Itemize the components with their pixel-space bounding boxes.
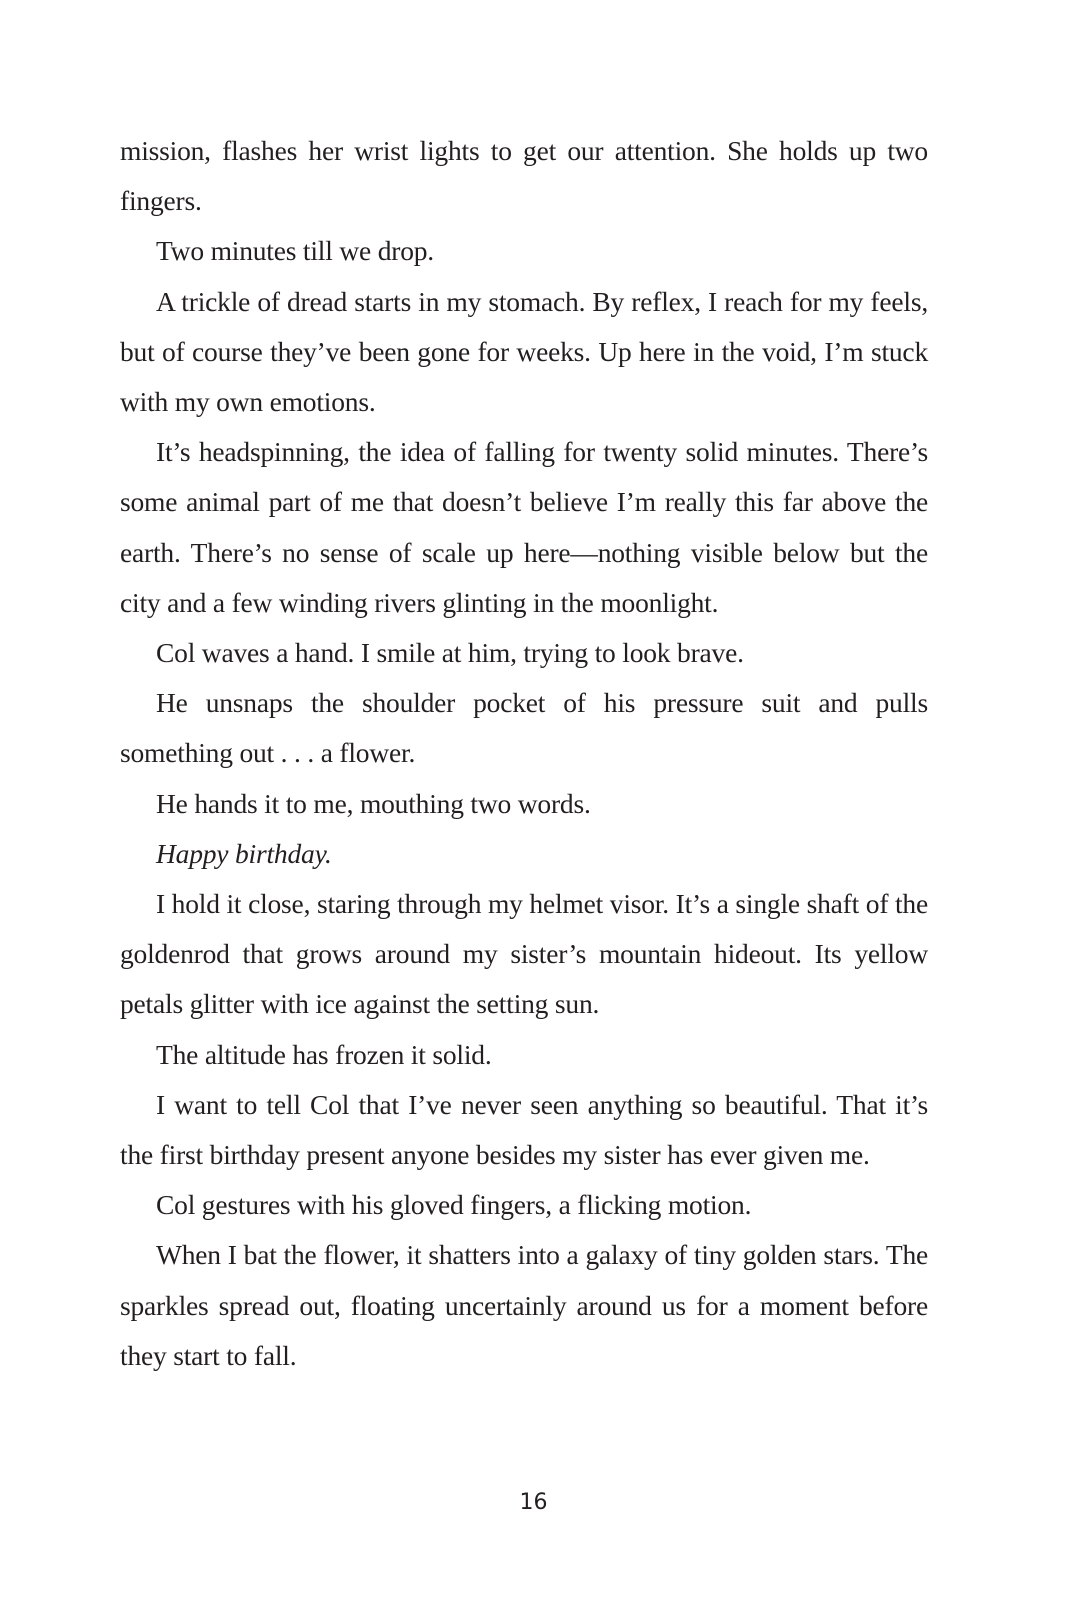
paragraph: I hold it close, staring through my helmet visor. It’s a single shaft of the goldenrod that grows around my sister’s mountain hideout. Its yellow petals glitter with ice against the setting sun. [120,888,928,1020]
paragraph: Col gestures with his gloved fingers, a flicking motion. [156,1189,752,1221]
paragraph: He unsnaps the shoulder pocket of his pressure suit and pulls something out . . . a flower. [120,687,928,769]
paragraph: I want to tell Col that I’ve never seen anything so beautiful. That it’s the first birthday present anyone besides my sister has ever given me. [120,1088,928,1171]
paragraph: Two minutes till we drop. [156,235,434,267]
paragraph-italic: Happy birthday. [156,837,332,869]
paragraph: He hands it to me, mouthing two words. [156,787,591,819]
paragraph: It’s headspinning, the idea of falling for twenty solid minutes. There’s some animal part of me that doesn’t believe I’m really this far above the earth. There’s no sense of scale up here—nothing visible below but the city and a few winding rivers glinting in the moonlight. [120,436,928,618]
page-body-text [120,126,928,1381]
paragraph: mission, flashes her wrist lights to get our attention. She holds up two fingers. [120,135,928,217]
paragraph: A trickle of dread starts in my stomach. By reflex, I reach for my feels, but of course they’ve been gone for weeks. Up here in the void, I’m stuck with my own emotions. [120,285,928,418]
paragraph: Col waves a hand. I smile at him, trying to look brave. [156,637,744,669]
page-number: 16 [519,1490,548,1515]
paragraph: The altitude has frozen it solid. [156,1038,492,1070]
paragraph: When I bat the flower, it shatters into a galaxy of tiny golden stars. The sparkles spread out, floating uncertainly around us for a moment before they start to fall. [120,1239,928,1371]
